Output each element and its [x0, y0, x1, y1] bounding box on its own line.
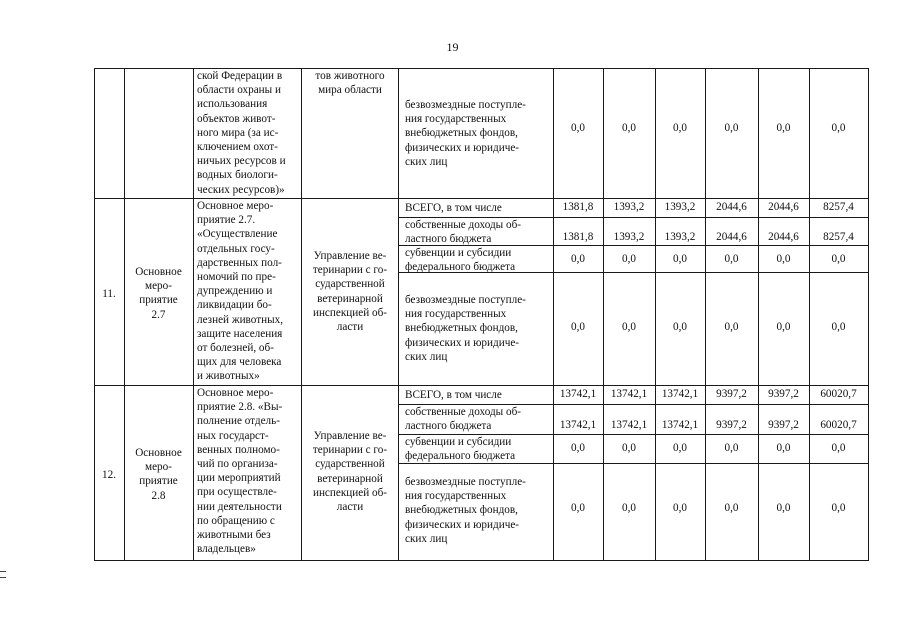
column-border-6 — [603, 68, 604, 560]
gratis-value-cell: 0,0 — [831, 321, 846, 333]
total-value-cell: 13742,1 — [559, 388, 597, 400]
column-border-9 — [758, 68, 759, 560]
own-value-cell: 13742,1 — [559, 419, 597, 431]
own-value-cell: 1393,2 — [664, 231, 696, 243]
total-value-cell: 1381,8 — [562, 201, 594, 213]
measure-type: Основное меро- приятие 2.7 — [135, 266, 182, 321]
margin-mark-1 — [0, 571, 6, 572]
gratis-value-cell: 0,0 — [724, 502, 739, 514]
own-value-cell: 9397,2 — [716, 419, 747, 431]
gratis-value-cell: 0,0 — [776, 502, 791, 514]
federal-value-cell: 0,0 — [831, 253, 846, 265]
federal-value-cell: 0,0 — [724, 442, 739, 454]
total-value-cell: 2044,6 — [768, 201, 799, 213]
executor-name: Управление ве- теринарии с го- сударственной ветеринарной инспекцией об- ласти — [312, 250, 388, 334]
source-gratis-label: безвозмездные поступле- ния государственных внебюджетных фондов, физических и юридиче- ских лиц — [405, 476, 526, 545]
column-border-1 — [124, 68, 125, 560]
executor-name: тов животного мира области — [315, 70, 385, 97]
gratis-value-cell: 0,0 — [776, 122, 791, 134]
gratis-value-cell: 0,0 — [673, 321, 687, 333]
gratis-value-cell: 0,0 — [622, 321, 636, 333]
source-total-label: ВСЕГО, в том числе — [405, 202, 502, 214]
federal-value-cell: 0,0 — [622, 442, 636, 454]
gratis-value-cell: 0,0 — [776, 321, 791, 333]
source-federal-label: субвенции и субсидии федерального бюджета — [405, 247, 516, 274]
total-value-cell: 13742,1 — [661, 388, 699, 400]
gratis-value-cell: 0,0 — [831, 502, 846, 514]
total-value-cell: 1393,2 — [664, 201, 696, 213]
row-number: 11. — [102, 288, 116, 300]
total-value-cell: 2044,6 — [716, 201, 747, 213]
source-gratis-label: безвозмездные поступле- ния государственных внебюджетных фондов, физических и юридиче- ских лиц — [405, 294, 526, 363]
column-border-4 — [398, 68, 399, 560]
measure-name: ской Федерации в области охраны и использования объектов живот- ного мира (за ис- ключением охот- ничьих ресурсов и водных биологи- ческих ресурсов)» — [197, 70, 286, 196]
federal-value-cell: 0,0 — [622, 253, 636, 265]
federal-value-cell: 0,0 — [776, 442, 791, 454]
own-value-cell: 2044,6 — [716, 231, 747, 243]
federal-value-cell: 0,0 — [673, 253, 687, 265]
source-federal-label: субвенции и субсидии федерального бюджета — [405, 436, 516, 463]
gratis-value-cell: 0,0 — [622, 502, 636, 514]
measure-name: Основное меро- приятие 2.8. «Вы- полнение отдель- ных государст- венных полномо- чий по организа- ции мероприятий при осуществле- нии деятельности по обращению с животными без владельцев» — [197, 387, 283, 556]
federal-value-cell: 0,0 — [571, 253, 585, 265]
own-value-cell: 8257,4 — [823, 231, 854, 243]
gratis-value-cell: 0,0 — [571, 502, 585, 514]
source-total-label: ВСЕГО, в том числе — [405, 389, 502, 401]
total-value-cell: 13742,1 — [610, 388, 648, 400]
column-border-0 — [94, 68, 95, 560]
column-border-8 — [705, 68, 706, 560]
total-value-cell: 8257,4 — [823, 201, 854, 213]
column-border-5 — [553, 68, 554, 560]
column-border-2 — [193, 68, 194, 560]
total-value-cell: 9397,2 — [768, 388, 799, 400]
own-value-cell: 13742,1 — [661, 419, 699, 431]
own-value-cell: 13742,1 — [610, 419, 648, 431]
federal-value-cell: 0,0 — [776, 253, 791, 265]
column-border-7 — [655, 68, 656, 560]
gratis-value-cell: 0,0 — [571, 321, 585, 333]
own-value-cell: 1393,2 — [613, 231, 645, 243]
own-value-cell: 2044,6 — [768, 231, 799, 243]
gratis-value-cell: 0,0 — [724, 321, 739, 333]
gratis-value-cell: 0,0 — [622, 122, 636, 134]
page-number: 19 — [446, 40, 459, 54]
federal-value-cell: 0,0 — [571, 442, 585, 454]
column-border-10 — [809, 68, 810, 560]
gratis-value-cell: 0,0 — [571, 122, 585, 134]
own-value-cell: 1381,8 — [562, 231, 594, 243]
measure-type: Основное меро- приятие 2.8 — [135, 447, 182, 502]
source-own-label: собственные доходы об- ластного бюджета — [405, 406, 522, 433]
federal-value-cell: 0,0 — [724, 253, 739, 265]
source-gratis-label: безвозмездные поступле- ния государственных внебюджетных фондов, физических и юридиче- ских лиц — [405, 99, 526, 168]
column-border-3 — [301, 68, 302, 560]
gratis-value-cell: 0,0 — [673, 122, 687, 134]
column-border-11 — [868, 68, 869, 560]
executor-name: Управление ве- теринарии с го- сударственной ветеринарной инспекцией об- ласти — [312, 430, 388, 514]
margin-mark-2 — [0, 577, 6, 578]
own-value-cell: 9397,2 — [768, 419, 799, 431]
gratis-value-cell: 0,0 — [831, 122, 846, 134]
total-value-cell: 1393,2 — [613, 201, 645, 213]
row-number: 12. — [102, 469, 116, 481]
total-value-cell: 60020,7 — [820, 388, 857, 400]
measure-name: Основное меро- приятие 2.7. «Осуществление отдельных госу- дарственных пол- номочий по пре- дупреждению и ликвидации бо- лезней животных, защите населения от болезней, об- щих для человека и животных» — [197, 200, 283, 383]
gratis-value-cell: 0,0 — [724, 122, 739, 134]
federal-value-cell: 0,0 — [673, 442, 687, 454]
own-value-cell: 60020,7 — [820, 419, 857, 431]
federal-value-cell: 0,0 — [831, 442, 846, 454]
gratis-value-cell: 0,0 — [673, 502, 687, 514]
total-value-cell: 9397,2 — [716, 388, 747, 400]
source-own-label: собственные доходы об- ластного бюджета — [405, 219, 522, 246]
table-bottom-border — [94, 560, 869, 561]
